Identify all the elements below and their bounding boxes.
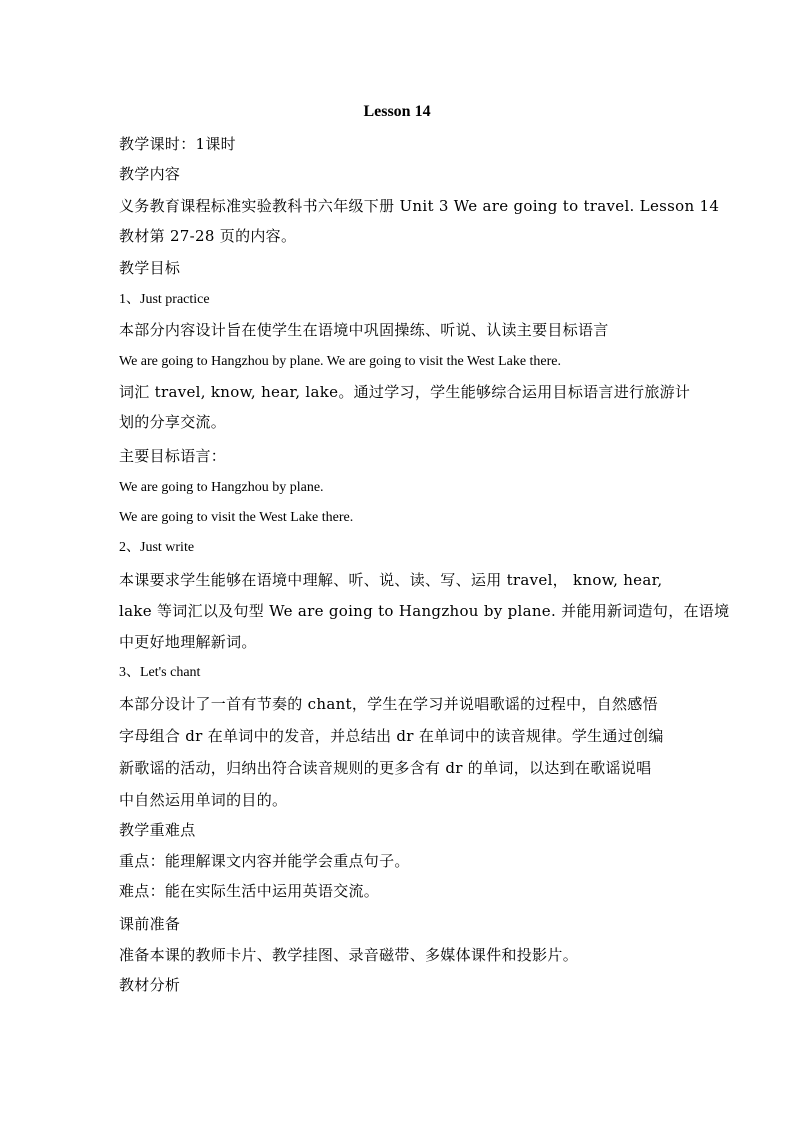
chant-text-1: 本部分设计了一首有节奏的 chant，学生在学习并说唱歌谣的过程中，自然感悟: [119, 695, 658, 713]
target-sentence-1: We are going to Hangzhou by plane.: [119, 480, 324, 495]
practice-sentence: We are going to Hangzhou by plane. We are going to visit the West Lake there.: [119, 354, 562, 369]
content-text-1: 义务教育课程标准实验教科书六年级下册 Unit 3 We are going to travel. Lesson 14: [119, 197, 720, 215]
heading-objectives: 教学目标: [119, 259, 181, 277]
lesson-hours: 教学课时：1课时: [119, 135, 236, 153]
lesson-title: Lesson 14: [363, 103, 431, 120]
section-lets-chant: 3、Let's chant: [119, 665, 201, 680]
heading-content: 教学内容: [119, 165, 181, 183]
practice-text-1: 本部分内容设计旨在使学生在语境中巩固操练、听说、认读主要目标语言: [119, 321, 609, 339]
vocabulary-text-1: 词汇 travel, know, hear, lake。通过学习，学生能够综合运用目标语言进行旅游计: [119, 383, 691, 401]
target-language-label: 主要目标语言：: [119, 447, 227, 465]
chant-text-3: 新歌谣的活动，归纳出符合读音规则的更多含有 dr 的单词，以达到在歌谣说唱: [119, 759, 652, 777]
vocabulary-text-2: 划的分享交流。: [119, 413, 227, 431]
heading-key-points: 教学重难点: [119, 821, 196, 839]
write-text-1: 本课要求学生能够在语境中理解、听、说、读、写、运用 travel， know, hear,: [119, 571, 663, 589]
section-just-practice: 1、Just practice: [119, 292, 210, 307]
write-text-3: 中更好地理解新词。: [119, 633, 257, 651]
heading-preparation: 课前准备: [119, 915, 181, 933]
chant-text-4: 中自然运用单词的目的。: [119, 791, 288, 809]
heading-material-analysis: 教材分析: [119, 976, 181, 994]
write-text-2: lake 等词汇以及句型 We are going to Hangzhou by plane. 并能用新词造句，在语境: [119, 602, 730, 620]
target-sentence-2: We are going to visit the West Lake there.: [119, 510, 354, 525]
difficult-point-text: 难点：能在实际生活中运用英语交流。: [119, 882, 380, 900]
content-text-2: 教材第 27-28 页的内容。: [119, 227, 297, 245]
preparation-text: 准备本课的教师卡片、教学挂图、录音磁带、多媒体课件和投影片。: [119, 946, 579, 964]
key-point-text: 重点：能理解课文内容并能学会重点句子。: [119, 852, 410, 870]
section-just-write: 2、Just write: [119, 540, 195, 555]
chant-text-2: 字母组合 dr 在单词中的发音，并总结出 dr 在单词中的读音规律。学生通过创编: [119, 727, 664, 745]
